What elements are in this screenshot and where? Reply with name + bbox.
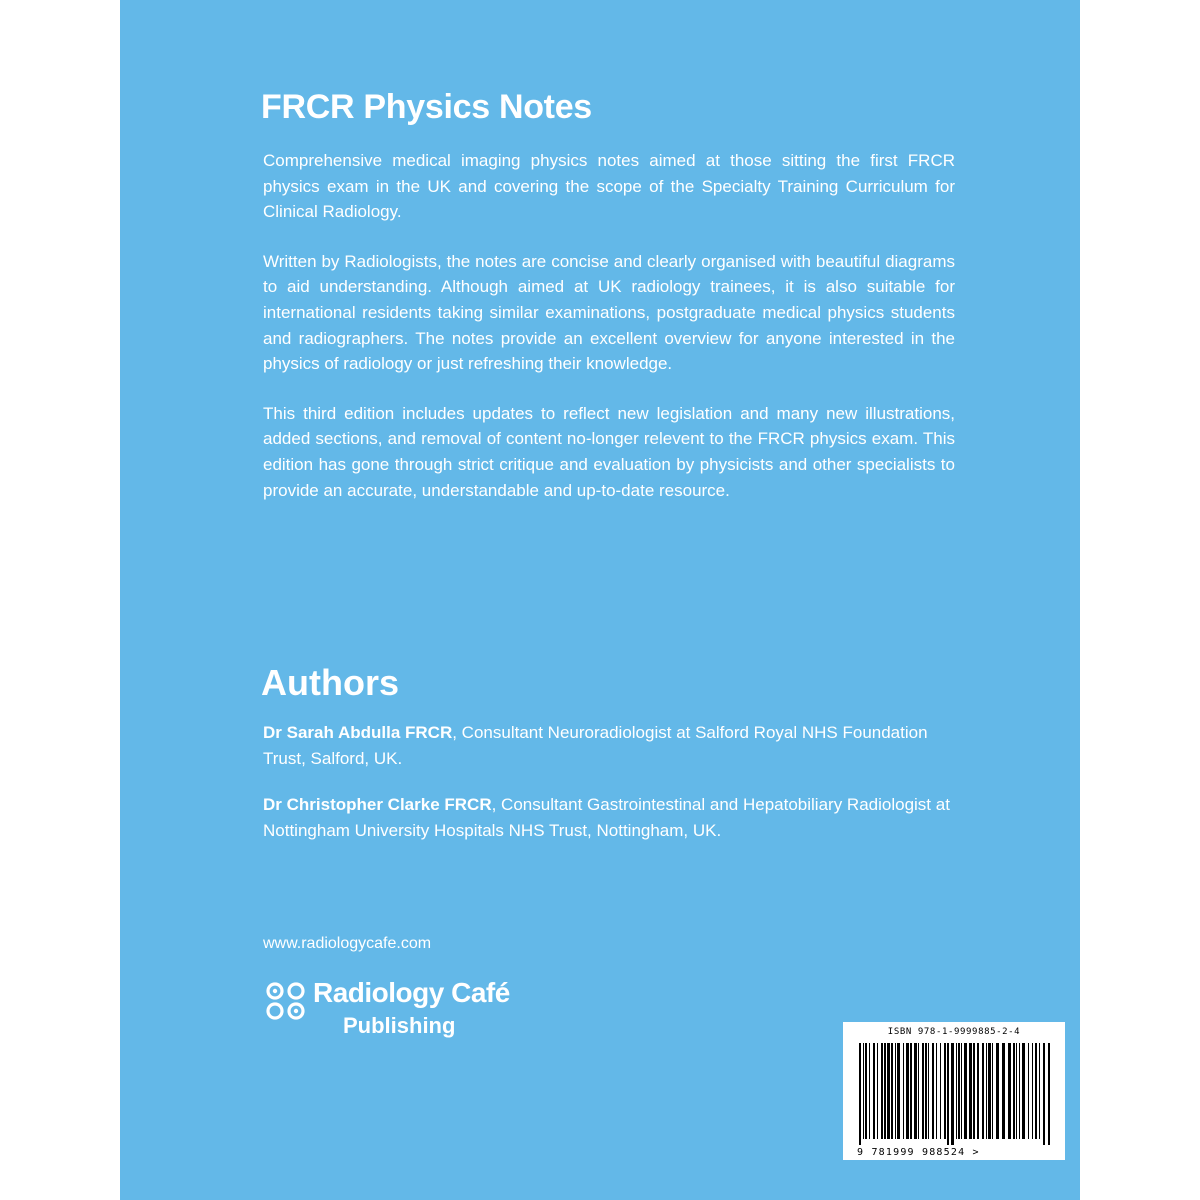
barcode-bar (884, 1043, 886, 1139)
barcode-bar (910, 1043, 912, 1139)
barcode-bar (873, 1043, 875, 1139)
barcode-bar (891, 1043, 893, 1139)
author-description: , Consultant Gastrointestinal and Hepatobiliary Radiologist at Nottingham University Hospitals NHS Trust, Nottingham, UK. (263, 795, 950, 840)
barcode-bar (964, 1043, 967, 1139)
barcode-bar (977, 1043, 979, 1139)
author-entry (263, 792, 963, 844)
barcode-bar (961, 1043, 962, 1139)
barcode-bar (973, 1043, 975, 1139)
barcode-bar (897, 1043, 900, 1139)
authors-list (263, 720, 963, 864)
barcode-bar (1013, 1043, 1015, 1139)
isbn-label: ISBN 978-1-9999885-2-4 (887, 1027, 1021, 1037)
description (263, 148, 955, 527)
barcode-bar (1043, 1043, 1045, 1145)
barcode-bar (859, 1043, 861, 1145)
barcode-bar (956, 1043, 957, 1139)
isbn-barcode (843, 1022, 1065, 1160)
barcode-bar (925, 1043, 927, 1139)
barcode-bar (1032, 1043, 1033, 1139)
barcode-bar (881, 1043, 883, 1139)
description-paragraph: Comprehensive medical imaging physics notes aimed at those sitting the first FRCR physics exam in the UK and covering the scope of the Specialty Training Curriculum for Clinical Radiology. (263, 151, 955, 222)
barcode-bar (936, 1043, 937, 1139)
barcode-bar (1022, 1043, 1025, 1139)
barcode-bar (863, 1043, 864, 1139)
barcode-bar (903, 1043, 904, 1139)
publisher-logo (265, 975, 555, 1045)
barcode-bar (1016, 1043, 1017, 1139)
authors-heading: Authors (261, 662, 399, 703)
barcode-bar (1008, 1043, 1011, 1139)
barcode-bar (947, 1043, 949, 1145)
barcode-bar (928, 1043, 929, 1139)
radiology-cafe-logo-icon (265, 981, 307, 1021)
barcode-bars (857, 1043, 1053, 1145)
barcode-bar (1039, 1043, 1040, 1139)
barcode-bar (914, 1043, 917, 1139)
barcode-bar (1035, 1043, 1037, 1139)
author-entry (263, 720, 963, 772)
author-name: Dr Christopher Clarke FRCR (263, 795, 492, 814)
publisher-subtitle: Publishing (343, 1013, 456, 1038)
barcode-bar (865, 1043, 867, 1139)
barcode-bar (932, 1043, 934, 1139)
author-name: Dr Sarah Abdulla FRCR (263, 723, 453, 742)
barcode-bar (969, 1043, 972, 1139)
author-description: , Consultant Neuroradiologist at Salford Royal NHS Foundation Trust, Salford, UK. (263, 723, 928, 768)
back-cover (120, 0, 1080, 1200)
description-paragraph: Written by Radiologists, the notes are concise and clearly organised with beautiful diagrams to aid understanding. Although aimed at UK radiology trainees, it is also suitable for international residents taking similar examinations, postgraduate medical physics students and radiographers. The notes provide an excellent overview for anyone interested in the physics of radiology or just refreshing their knowledge. (263, 251, 955, 374)
barcode-bar (877, 1043, 878, 1139)
publisher-name: Radiology Café (313, 977, 510, 1008)
barcode-bar (996, 1043, 999, 1139)
barcode-bar (918, 1043, 919, 1139)
barcode-bar (906, 1043, 909, 1139)
barcode-number: 9 781999 988524 > (857, 1147, 980, 1158)
barcode-bar (922, 1043, 924, 1139)
barcode-bar (895, 1043, 896, 1139)
barcode-bar (988, 1043, 991, 1139)
website-link: www.radiologycafe.com (263, 935, 432, 952)
barcode-bar (940, 1043, 941, 1139)
barcode-bar (944, 1043, 946, 1139)
barcode-bar (982, 1043, 984, 1139)
barcode-bar (887, 1043, 890, 1139)
book-title: FRCR Physics Notes (261, 88, 592, 126)
barcode-bar (1048, 1043, 1050, 1145)
barcode-bar (1019, 1043, 1020, 1139)
barcode-bar (958, 1043, 960, 1139)
description-paragraph: This third edition includes updates to reflect new legislation and many new illustrations, added sections, and removal of content no-longer relevent to the FRCR physics exam. This edition has gone through strict critique and evaluation by physicists and other specialists to provide an accurate, understandable and up-to-date resource. (263, 403, 955, 500)
barcode-bar (1028, 1043, 1029, 1139)
barcode-bar (992, 1043, 993, 1139)
barcode-bar (869, 1043, 870, 1139)
barcode-bar (951, 1043, 954, 1145)
barcode-bar (1002, 1043, 1005, 1139)
barcode-bar (986, 1043, 987, 1139)
